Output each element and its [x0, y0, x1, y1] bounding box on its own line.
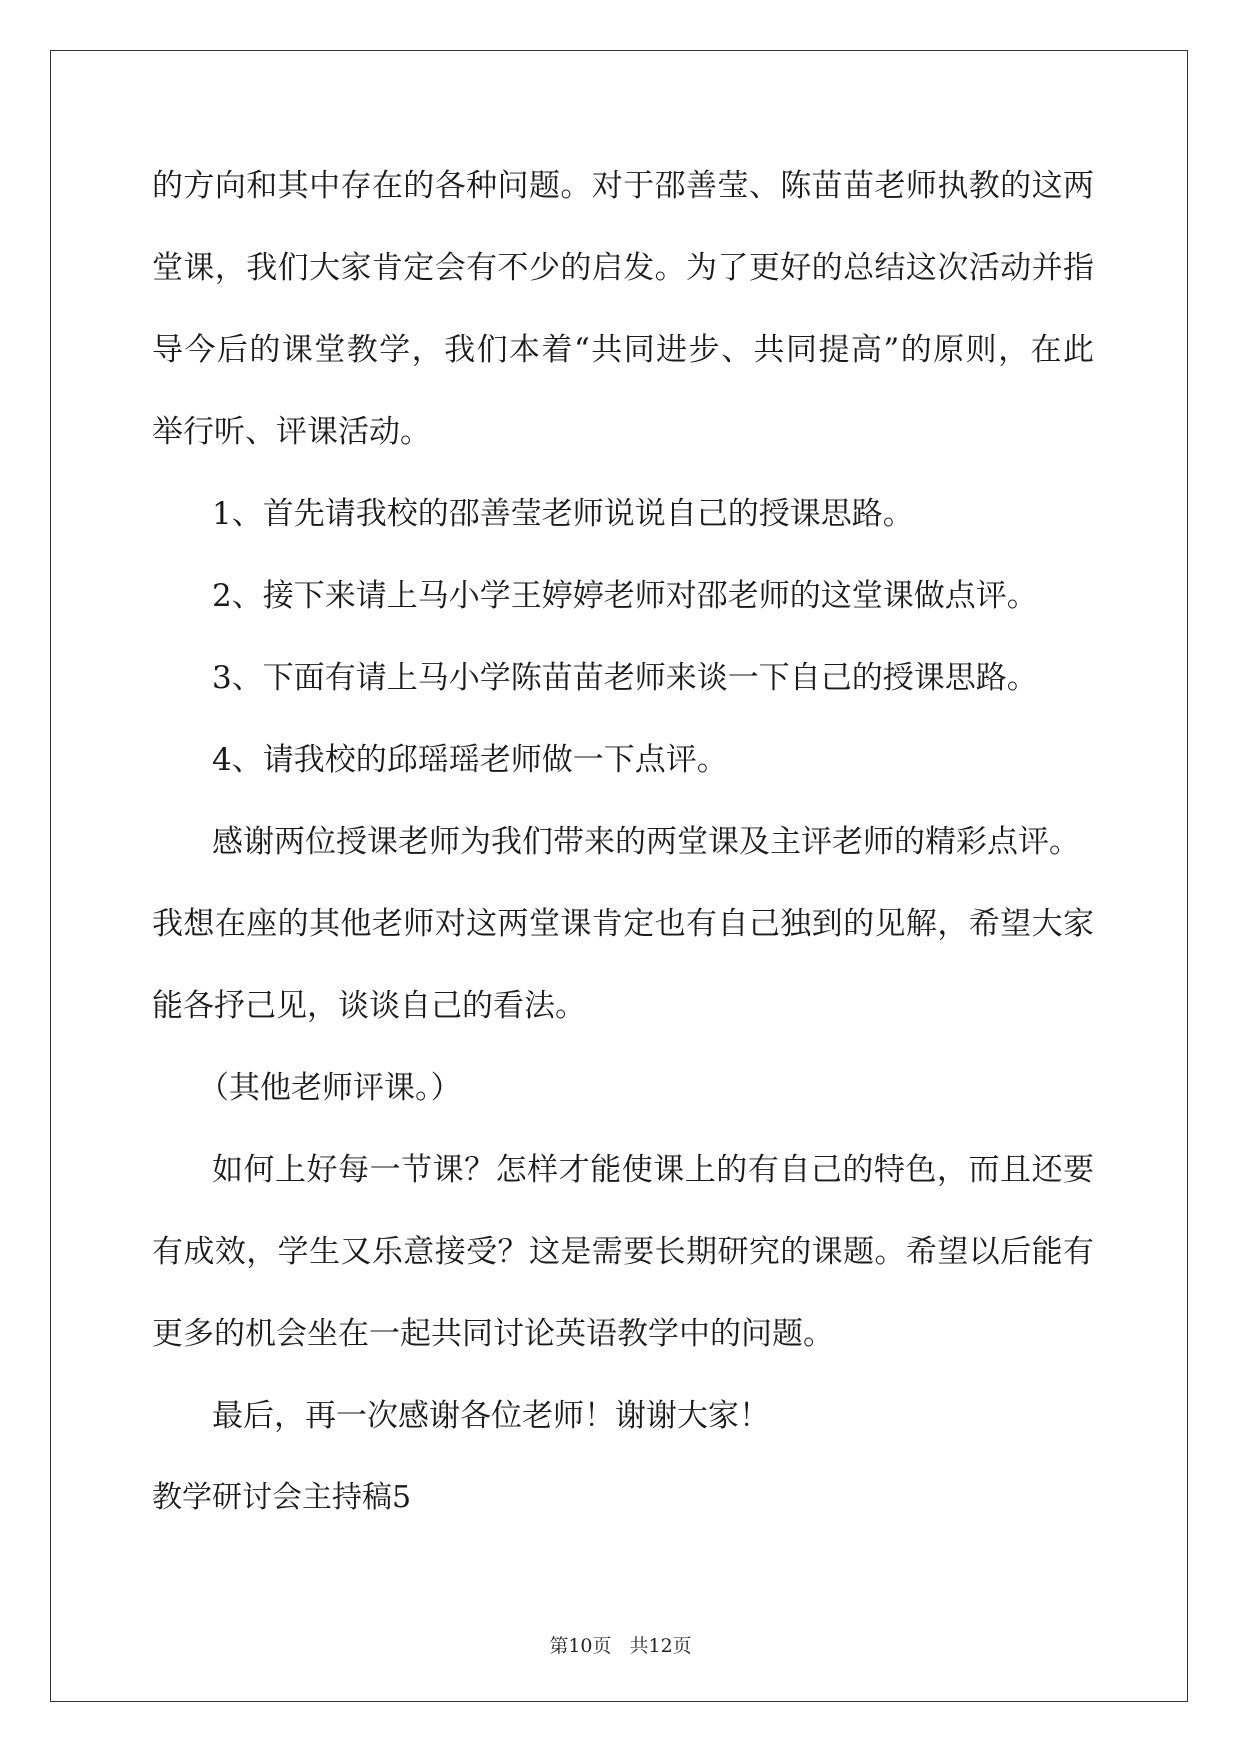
list-item: 4、请我校的邱瑶瑶老师做一下点评。 [212, 742, 728, 778]
paragraph-line: 举行听、评课活动。 [152, 414, 431, 450]
paragraph-line: （其他老师评课。） [198, 1070, 462, 1106]
page-footer [0, 1634, 1241, 1658]
paragraph-line: 感谢两位授课老师为我们带来的两堂课及主评老师的精彩点评。 [212, 824, 1080, 860]
paragraph-line: 有成效，学生又乐意接受？这是需要长期研究的课题。希望以后能有 [152, 1234, 1094, 1270]
paragraph-line: 能各抒己见，谈谈自己的看法。 [152, 988, 586, 1024]
paragraph-line: 如何上好每一节课？怎样才能使课上的有自己的特色，而且还要 [212, 1152, 1094, 1188]
paragraph-line: 我想在座的其他老师对这两堂课肯定也有自己独到的见解，希望大家 [152, 906, 1094, 942]
page-total: 共12页 [629, 1635, 692, 1657]
list-item: 3、下面有请上马小学陈苗苗老师来谈一下自己的授课思路。 [212, 660, 1038, 696]
section-heading: 教学研讨会主持稿5 [152, 1480, 412, 1515]
paragraph-line: 导今后的课堂教学，我们本着“共同进步、共同提高”的原则，在此 [152, 332, 1094, 368]
paragraph-line: 更多的机会坐在一起共同讨论英语教学中的问题。 [152, 1316, 834, 1352]
paragraph-line: 最后，再一次感谢各位老师！谢谢大家！ [212, 1398, 770, 1434]
page-number: 第10页 [549, 1635, 612, 1657]
list-item: 1、首先请我校的邵善莹老师说说自己的授课思路。 [212, 496, 914, 532]
list-item: 2、接下来请上马小学王婷婷老师对邵老师的这堂课做点评。 [212, 578, 1038, 614]
paragraph-line: 堂课，我们大家肯定会有不少的启发。为了更好的总结这次活动并指 [152, 250, 1094, 286]
page-border [50, 50, 1188, 1702]
paragraph-line: 的方向和其中存在的各种问题。对于邵善莹、陈苗苗老师执教的这两 [152, 168, 1094, 204]
